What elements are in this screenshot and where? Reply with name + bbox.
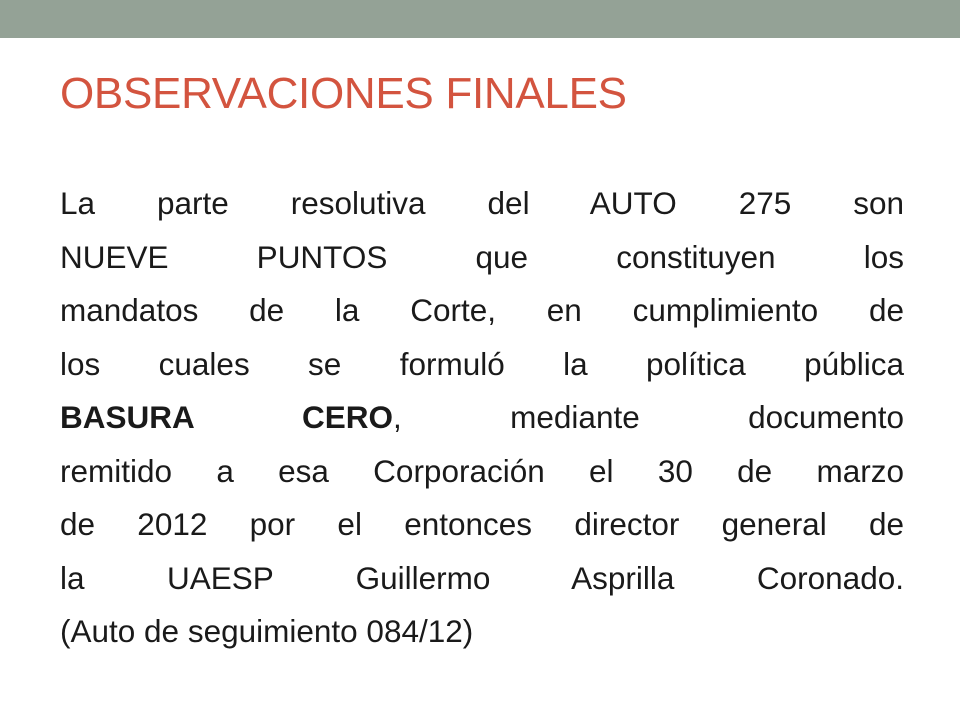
body-line-2: NUEVE PUNTOS que constituyen los xyxy=(60,238,904,275)
body-line-4: los cuales se formuló la política pública xyxy=(60,345,904,382)
body-line-5 xyxy=(60,391,904,445)
slide-body-paragraph xyxy=(60,177,904,659)
basura-cero-emphasis: BASURA CERO xyxy=(60,399,393,435)
body-line-3: mandatos de la Corte, en cumplimiento de xyxy=(60,292,904,328)
body-line-1: La parte resolutiva del AUTO 275 son xyxy=(60,185,904,221)
body-line-7: de 2012 por el entonces director general de xyxy=(60,506,904,542)
body-line-9: (Auto de seguimiento 084/12) xyxy=(60,613,474,649)
top-accent-bar xyxy=(0,0,960,38)
body-line-8: la UAESP Guillermo Asprilla Coronado. xyxy=(60,559,904,596)
body-line-5-rest: , mediante documento xyxy=(393,399,904,435)
body-line-6: remitido a esa Corporación el 30 de marzo xyxy=(60,452,904,489)
slide-title: OBSERVACIONES FINALES xyxy=(60,69,627,118)
